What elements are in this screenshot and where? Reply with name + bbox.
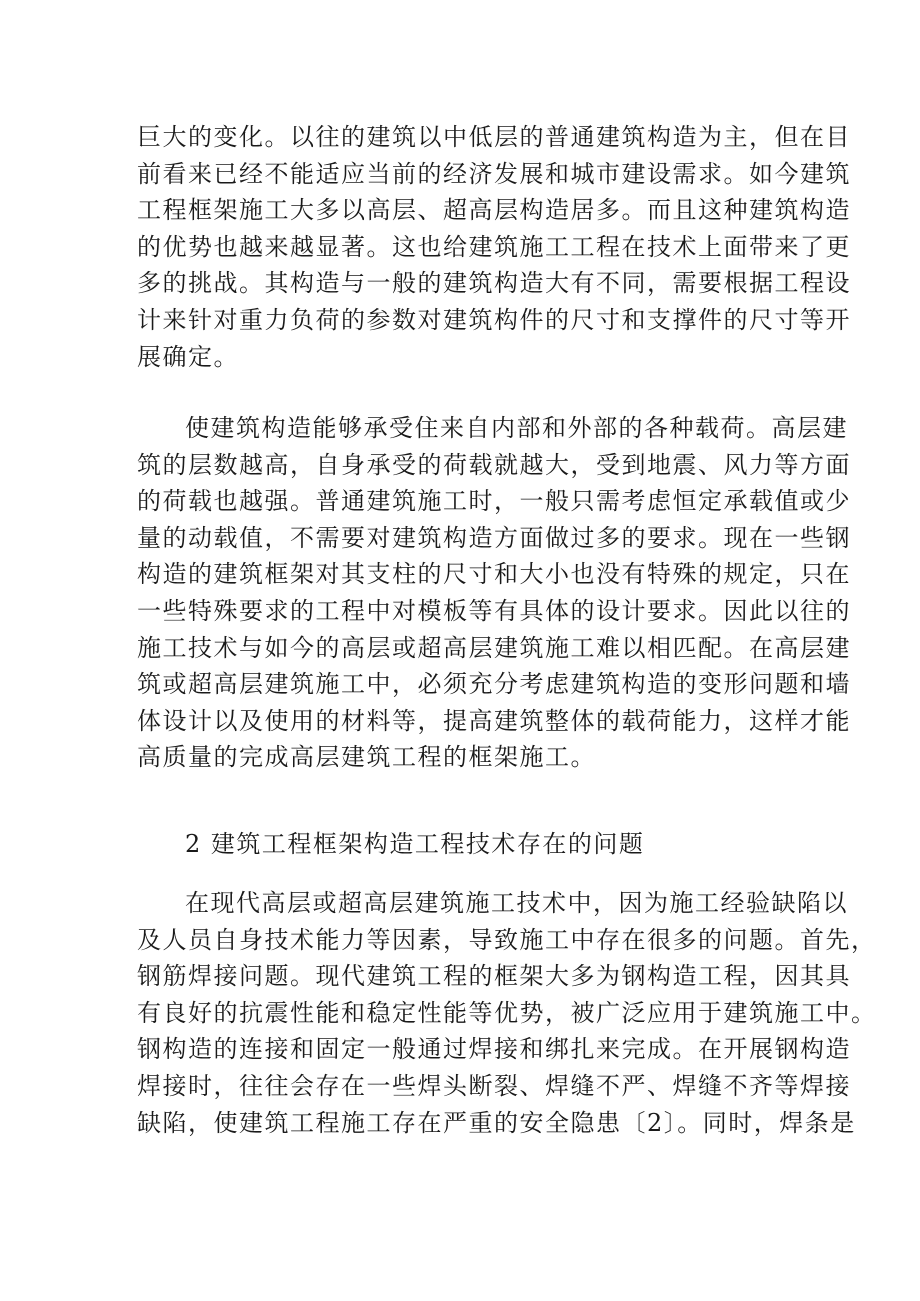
paragraph-3 <box>137 885 877 1141</box>
paragraph-1-line: 前看来已经不能适应当前的经济发展和城市建设需求。如今建筑 <box>137 159 851 188</box>
paragraph-2-line: 施工技术与如今的高层或超高层建筑施工难以相匹配。在高层建 <box>137 633 851 662</box>
paragraph-2-line: 一些特殊要求的工程中对模板等有具体的设计要求。因此以往的 <box>137 596 851 625</box>
paragraph-2-line: 筑的层数越高，自身承受的荷载就越大，受到地震、风力等方面 <box>137 450 851 479</box>
section-heading: 2 建筑工程框架构造工程技术存在的问题 <box>185 830 645 858</box>
paragraph-1 <box>137 119 851 375</box>
paragraph-3-line: 钢筋焊接问题。现代建筑工程的框架大多为钢构造工程，因其具 <box>137 962 851 991</box>
paragraph-1-line: 巨大的变化。以往的建筑以中低层的普通建筑构造为主，但在目 <box>137 123 851 151</box>
paragraph-1-line: 的优势也越来越显著。这也给建筑施工工程在技术上面带来了更 <box>137 232 851 261</box>
paragraph-2-line: 量的动载值，不需要对建筑构造方面做过多的要求。现在一些钢 <box>137 523 851 552</box>
paragraph-1-line: 展确定。 <box>137 342 239 371</box>
paragraph-1-line: 工程框架施工大多以高层、超高层构造居多。而且这种建筑构造 <box>137 196 851 225</box>
paragraph-1-line: 计来针对重力负荷的参数对建筑构件的尺寸和支撑件的尺寸等开 <box>137 305 851 334</box>
paragraph-3-line: 焊接时，往往会存在一些焊头断裂、焊缝不严、焊缝不齐等焊接 <box>137 1071 851 1100</box>
paragraph-2-line: 的荷载也越强。普通建筑施工时，一般只需考虑恒定承载值或少 <box>137 487 851 516</box>
paragraph-2 <box>137 410 851 776</box>
paragraph-2-line: 使建筑构造能够承受住来自内部和外部的各种载荷。高层建 <box>185 414 848 442</box>
paragraph-2-line: 体设计以及使用的材料等，提高建筑整体的载荷能力，这样才能 <box>137 706 851 735</box>
paragraph-3-line: 缺陷，使建筑工程施工存在严重的安全隐患〔2〕。同时，焊条是 <box>137 1108 856 1137</box>
paragraph-1-line: 多的挑战。其构造与一般的建筑构造大有不同，需要根据工程设 <box>137 269 851 298</box>
paragraph-2-line: 构造的建筑框架对其支柱的尺寸和大小也没有特殊的规定，只在 <box>137 560 851 589</box>
paragraph-3-line: 及人员自身技术能力等因素，导致施工中存在很多的问题。首先， <box>137 925 877 954</box>
paragraph-3-line: 有良好的抗震性能和稳定性能等优势，被广泛应用于建筑施工中。 <box>137 998 877 1027</box>
paragraph-2-line: 筑或超高层建筑施工中，必须充分考虑建筑构造的变形问题和墙 <box>137 670 851 699</box>
paragraph-3-line: 在现代高层或超高层建筑施工技术中，因为施工经验缺陷以 <box>185 889 848 917</box>
paragraph-3-line: 钢构造的连接和固定一般通过焊接和绑扎来完成。在开展钢构造 <box>137 1035 851 1064</box>
paragraph-2-line: 高质量的完成高层建筑工程的框架施工。 <box>137 743 596 772</box>
